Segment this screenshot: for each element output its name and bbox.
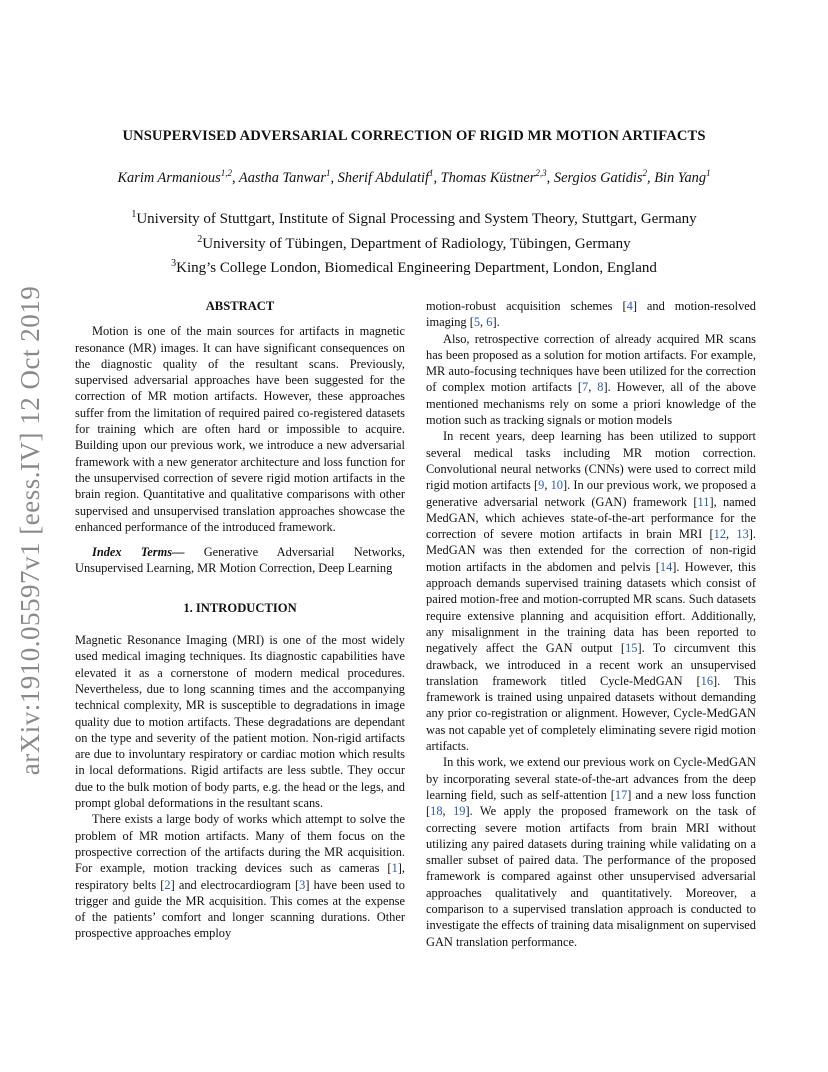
citation-link[interactable]: 3 — [299, 877, 306, 892]
intro-heading: 1. INTRODUCTION — [183, 600, 297, 615]
affiliation-text: University of Tübingen, Department of Radiology, Tübingen, Germany — [202, 235, 631, 252]
citation-link[interactable]: 1 — [391, 861, 398, 876]
affiliation — [0, 230, 828, 255]
author-affiliation-mark: 2,3 — [535, 168, 547, 178]
left-column — [75, 298, 405, 942]
author-name: Sherif Abdulatif — [337, 169, 429, 186]
affiliation-text: University of Stuttgart, Institute of Signal Processing and System Theory, Stuttgart, Germany — [136, 211, 697, 227]
citation-link[interactable]: 9 — [538, 478, 545, 493]
arxiv-stamp: arXiv:1910.05597v1 [eess.IV] 12 Oct 2019 — [15, 285, 46, 775]
index-terms-text: Generative Adversarial Networks, Unsupervised Learning, MR Motion Correction, Deep Learning — [75, 545, 405, 576]
citation-link[interactable]: 14 — [659, 559, 673, 574]
affiliation-list — [0, 205, 828, 279]
citation-link[interactable]: 18 — [430, 804, 443, 819]
affiliation-text: King’s College London, Biomedical Engineering Department, London, England — [176, 260, 657, 276]
paper-title: UNSUPERVISED ADVERSARIAL CORRECTION OF RIGID MR MOTION ARTIFACTS — [122, 128, 706, 144]
body-paragraph: In this work, we extend our previous work on Cycle-MedGAN by incorporating several state-of-the-art advances from the deep learning field, such as self-attention [17] and a new loss function [18, 19]. We apply the proposed framework on the task of correcting severe motion artifacts from brain MRI without utilizing any paired datasets during training while validating on a smaller subset of paired data. The performance of the proposed framework is compared against other unsupervised adversarial approaches qualitatively and quantitatively. Moreover, a comparison to a supervised translation approach is conducted to investigate the effects of training data misalignment on supervised GAN translation performance. — [426, 755, 756, 949]
citation-link[interactable]: 13 — [736, 527, 749, 542]
author-name: Bin Yang — [654, 169, 707, 186]
intro-body-left — [75, 632, 405, 942]
citation-link[interactable]: 6 — [486, 315, 493, 330]
affiliation — [0, 205, 828, 230]
author-name: Aastha Tanwar — [238, 169, 326, 186]
body-paragraph: motion-robust acquisition schemes [4] and motion-resolved imaging [5, 6]. — [426, 299, 756, 330]
citation-link[interactable]: 4 — [626, 299, 633, 313]
citation-link[interactable]: 10 — [550, 478, 563, 493]
author-name: Karim Armanious — [117, 169, 221, 186]
index-terms — [75, 544, 405, 577]
author-name: Thomas Küstner — [440, 169, 536, 186]
author-name: Sergios Gatidis — [553, 169, 643, 186]
author-list: Karim Armanious$^{1,2}$, Aastha Tanwar$^1$, Sherif Abdulatif$^1$, Thomas Küstner$^{2,3}$, Sergios Gatidis$^2$, Bin Yang$^1$ — [117, 168, 711, 186]
affiliation-number: 2 — [197, 233, 203, 245]
affiliation-number: 1 — [131, 209, 137, 220]
citation-link[interactable]: 19 — [453, 804, 466, 819]
index-terms-label: Index Terms— — [92, 545, 185, 560]
affiliation-number: 3 — [171, 258, 177, 269]
citation-link[interactable]: 15 — [625, 641, 638, 656]
body-paragraph: There exists a large body of works which attempt to solve the problem of MR motion artifacts. Many of them focus on the prospective correction of the artifacts during the MR acquisition. For example, motion tracking devices such as cameras [1], respiratory belts [2] and electrocardiogram [3] have been used to trigger and guide the MR acquisition. This comes at the expense of the patients’ comfort and longer scanning durations. Other prospective approaches employ — [75, 812, 405, 941]
author-affiliation-mark: 1 — [706, 168, 711, 178]
citation-link[interactable]: 11 — [697, 494, 710, 509]
body-paragraph: Magnetic Resonance Imaging (MRI) is one of the most widely used medical imaging techniques. Its diagnostic capabilities have elevated it as a cornerstone of modern medical procedures. Nevertheless, due to long scanning times and the accompanying technical complexity, MR is susceptible to degradations in image quality due to motion artifacts. These degradations are dependant on the type and severity of the patient motion. Non-rigid artifacts are due to involuntary respiratory or cardiac motion which results in local deformations. Rigid artifacts are less subtle. They occur due to the bulk motion of body parts, e.g. the head or the legs, and prompt global deformations in the resultant scans. — [75, 633, 405, 811]
citation-link[interactable]: 5 — [473, 315, 481, 330]
citation-link[interactable]: 8 — [597, 380, 604, 395]
body-paragraph: In recent years, deep learning has been utilized to support several medical tasks including MR motion correction. Convolutional neural networks (CNNs) were used to correct mild rigid motion artifacts [9, 10]. In our previous work, we proposed a generative adversarial network (GAN) framework [11], named MedGAN, which achieves state-of-the-art performance for the correction of severe motion artifacts in brain MRI [12, 13]. MedGAN was then extended for the correction of non-rigid motion artifacts in the abdomen and pelvis [14]. However, this approach demands supervised training datasets which consist of paired motion-free and motion-corrupted MR scans. Such datasets require extensive planning and acquisition effort. Additionally, any misalignment in the training data has been reported to negatively affect the GAN output [15]. To circumvent this drawback, we introduced in a recent work an unsupervised translation framework titled Cycle-MedGAN [16]. This framework is trained using unpaired datasets without demanding any prior co-registration or alignment. However, Cycle-MedGAN was not capable yet of completely eliminating severe rigid motion artifacts. — [426, 429, 757, 754]
citation-link[interactable]: 7 — [582, 380, 589, 395]
affiliation — [0, 254, 828, 279]
citation-link[interactable]: 2 — [164, 877, 171, 892]
author-affiliation-mark: 2 — [642, 168, 647, 178]
body-paragraph: Also, retrospective correction of already acquired MR scans has been proposed as a solution for motion artifacts. For example, MR auto-focusing techniques have been utilized for the correction of complex motion artifacts [7, 8]. However, all of the above mentioned mechanisms rely on some a priori knowledge of the motion such as tracking signals or motion models — [426, 331, 757, 428]
citation-link[interactable]: 12 — [713, 527, 727, 542]
author-affiliation-mark: 1 — [325, 168, 331, 178]
abstract-heading: ABSTRACT — [205, 299, 275, 313]
citation-link[interactable]: 16 — [700, 673, 714, 688]
right-column — [426, 298, 756, 950]
citation-link[interactable]: 17 — [614, 787, 628, 802]
author-affiliation-mark: 1,2 — [220, 168, 232, 178]
author-affiliation-mark: 1 — [428, 168, 434, 178]
intro-body-right — [426, 298, 756, 950]
abstract-text: Motion is one of the main sources for artifacts in magnetic resonance (MR) images. It can have significant consequences on the diagnostic quality of the resultant scans. Previously, supervised adversarial approaches have been suggested for the correction of MR motion artifacts. However, these approaches suffer from the limitation of required paired co-registered datasets for training which are often hard or impossible to acquire. Building upon our previous work, we introduce a new adversarial framework with a new generator architecture and loss function for the unsupervised correction of severe rigid motion artifacts in the brain region. Quantitative and qualitative comparisons with other supervised and unsupervised translation approaches showcase the enhanced performance of the introduced framework. — [75, 324, 405, 534]
